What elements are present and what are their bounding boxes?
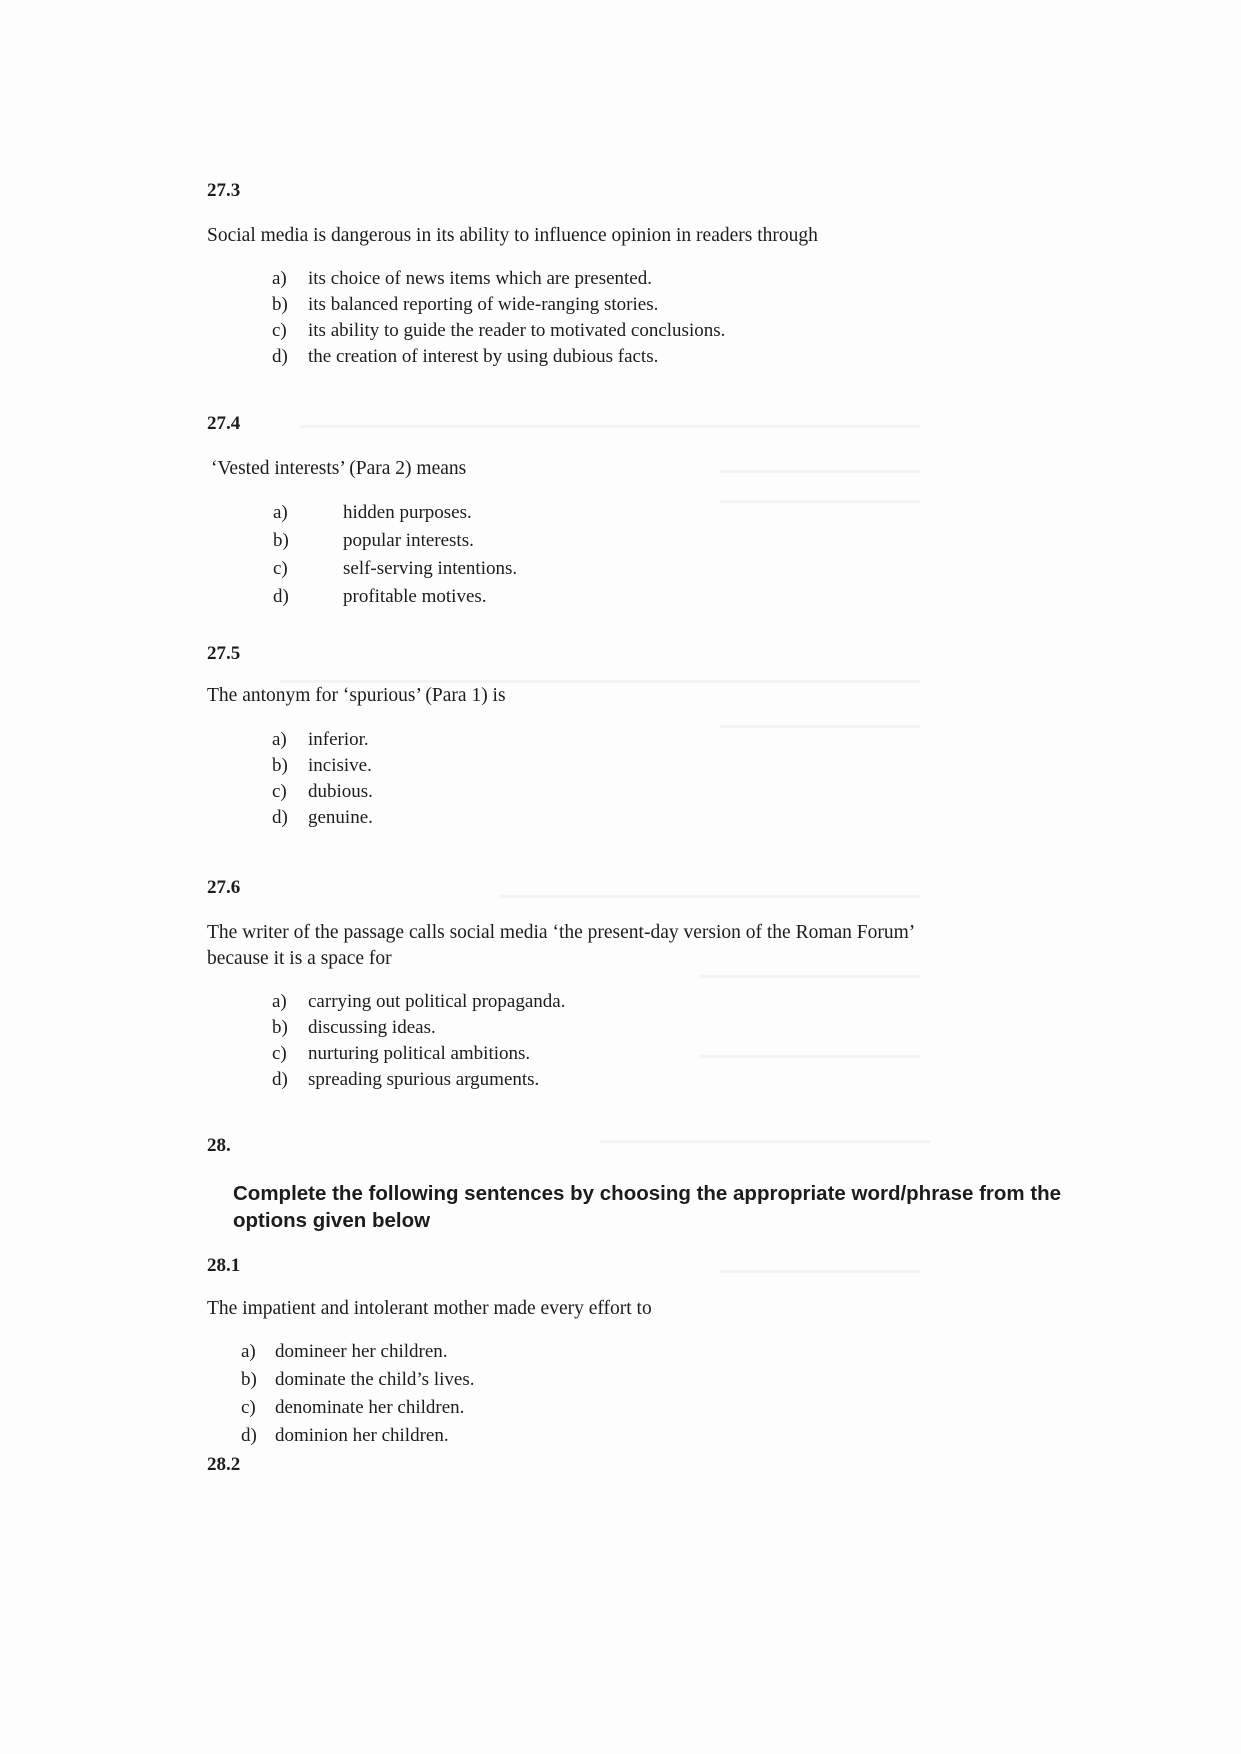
option-label: a) — [272, 268, 287, 289]
bleed-through-line — [700, 1055, 920, 1058]
bleed-through-line — [720, 470, 920, 473]
option-text: the creation of interest by using dubious facts. — [308, 346, 659, 367]
option-text: its balanced reporting of wide-ranging stories. — [308, 294, 659, 315]
bleed-through-line — [720, 1270, 920, 1273]
option-label: b) — [272, 1017, 288, 1038]
section-instruction: Complete the following sentences by choosing the appropriate word/phrase from the options given below — [233, 1182, 1062, 1232]
question-number: 27.3 — [207, 180, 241, 201]
option-label: c) — [273, 558, 288, 579]
option-label: d) — [272, 1069, 288, 1090]
bleed-through-line — [700, 975, 920, 978]
option-label: b) — [241, 1369, 257, 1390]
bleed-through-line — [280, 680, 920, 683]
option-label: c) — [241, 1397, 256, 1418]
question-stem: because it is a space for — [207, 948, 392, 969]
option-text: spreading spurious arguments. — [308, 1069, 540, 1090]
question-stem: The antonym for ‘spurious’ (Para 1) is — [207, 685, 506, 706]
question-stem: The impatient and intolerant mother made every effort to — [207, 1298, 652, 1319]
option-text: dominate the child’s lives. — [275, 1369, 475, 1390]
option-label: b) — [272, 755, 288, 776]
option-text: hidden purposes. — [343, 502, 472, 523]
option-label: a) — [273, 502, 288, 523]
option-text: carrying out political propaganda. — [308, 991, 566, 1012]
option-text: popular interests. — [343, 530, 474, 551]
option-text: domineer her children. — [275, 1341, 448, 1362]
bleed-through-line — [600, 1140, 930, 1143]
bleed-through-line — [500, 895, 920, 898]
option-label: a) — [272, 729, 287, 750]
option-label: b) — [272, 294, 288, 315]
option-text: nurturing political ambitions. — [308, 1043, 531, 1064]
option-text: its choice of news items which are presented. — [308, 268, 652, 289]
option-label: d) — [273, 586, 289, 607]
option-label: d) — [241, 1425, 257, 1446]
option-text: denominate her children. — [275, 1397, 465, 1418]
option-label: a) — [272, 991, 287, 1012]
option-label: d) — [272, 346, 288, 367]
question-number: 27.5 — [207, 643, 241, 664]
question-number: 27.4 — [207, 413, 241, 434]
option-label: c) — [272, 781, 287, 802]
question-stem: The writer of the passage calls social media ‘the present-day version of the Roman Forum’ — [207, 922, 916, 943]
question-number: 28.1 — [207, 1255, 241, 1276]
option-label: b) — [273, 530, 289, 551]
option-label: c) — [272, 320, 287, 341]
option-label: a) — [241, 1341, 256, 1362]
option-text: inferior. — [308, 729, 369, 750]
option-text: dubious. — [308, 781, 373, 802]
question-number: 27.6 — [207, 877, 241, 898]
option-label: d) — [272, 807, 288, 828]
option-label: c) — [272, 1043, 287, 1064]
option-text: dominion her children. — [275, 1425, 449, 1446]
bleed-through-line — [720, 500, 920, 503]
option-text: incisive. — [308, 755, 372, 776]
bleed-through-line — [720, 725, 920, 728]
option-text: profitable motives. — [343, 586, 487, 607]
bleed-through-line — [300, 425, 920, 428]
section-number: 28. — [207, 1135, 231, 1156]
option-text: its ability to guide the reader to motivated conclusions. — [308, 320, 726, 341]
question-number: 28.2 — [207, 1454, 241, 1475]
option-text: discussing ideas. — [308, 1017, 436, 1038]
question-stem: Social media is dangerous in its ability to influence opinion in readers through — [207, 225, 818, 246]
option-text: genuine. — [308, 807, 373, 828]
question-stem: ‘Vested interests’ (Para 2) means — [211, 458, 467, 479]
option-text: self-serving intentions. — [343, 558, 518, 579]
